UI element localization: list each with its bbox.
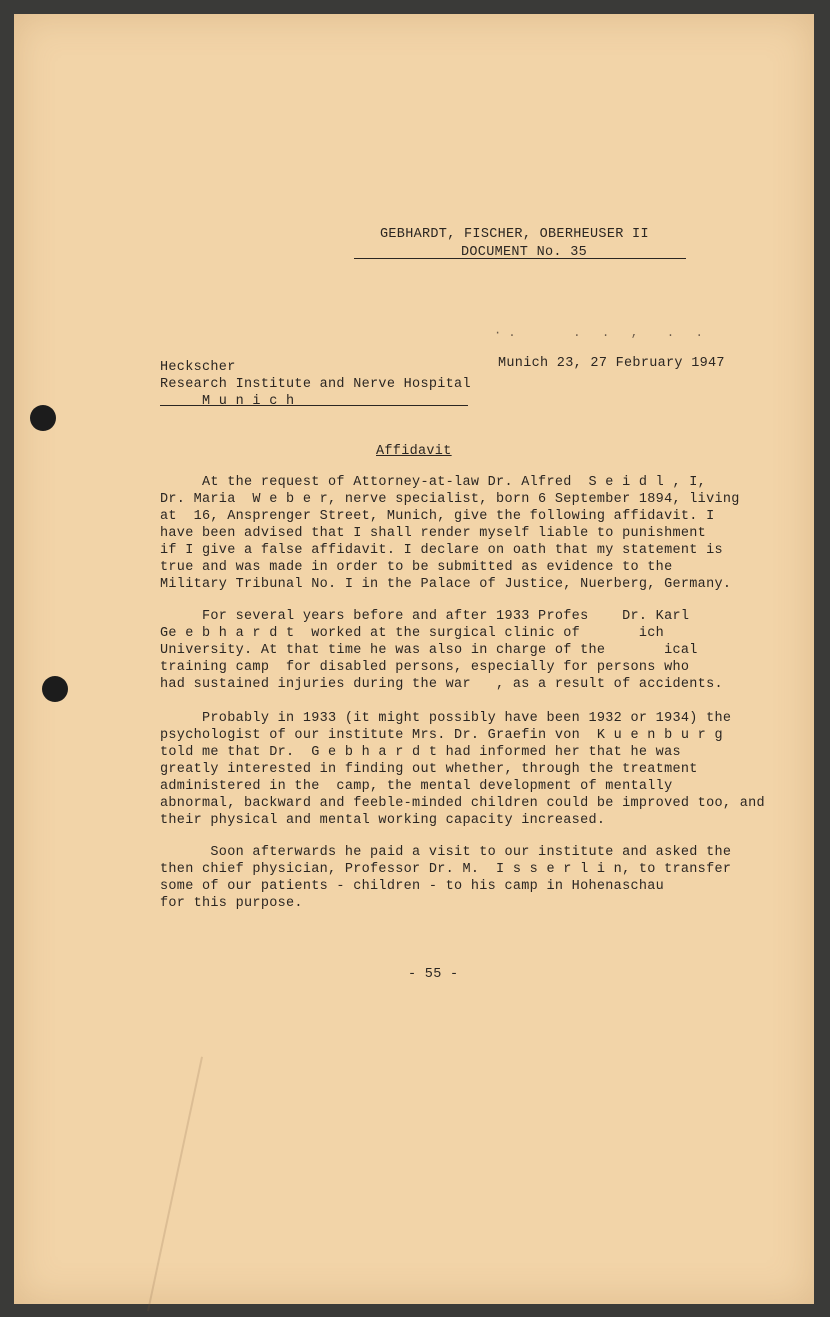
institution-line-2: Research Institute and Nerve Hospital xyxy=(160,377,471,392)
institution-block xyxy=(160,359,471,410)
institution-underline xyxy=(160,405,468,406)
paragraph-4: Soon afterwards he paid a visit to our institute and asked the then chief physician, Professor Dr. M. I s s e r l i n, to transfer some of our patients - children - to his camp in Hohenaschau for this purpose. xyxy=(160,845,732,911)
institution-line-3: M u n i c h xyxy=(202,394,295,409)
punch-hole-top xyxy=(30,405,56,431)
institution-line-1: Heckscher xyxy=(160,360,236,375)
header-underline xyxy=(354,258,686,259)
paper-crease xyxy=(147,1057,203,1312)
paragraph-1: At the request of Attorney-at-law Dr. Alfred S e i d l , I, Dr. Maria W e b e r, nerve specialist, born 6 September 1894, living at 16, Ansprenger Street, Munich, give the following affidavit. I have been advised that I shall render myself liable to punishment if I give a false affidavit. I declare on oath that my statement is true and was made in order to be submitted as evidence to the Military Tribunal No. I in the Palace of Justice, Nuerberg, Germany. xyxy=(160,475,740,592)
header-line-1: GEBHARDT, FISCHER, OBERHEUSER II xyxy=(380,227,649,242)
page-number: - 55 - xyxy=(408,967,459,982)
paragraph-3: Probably in 1933 (it might possibly have been 1932 or 1934) the psychologist of our institute Mrs. Dr. Graefin von K u e n b u r g told me that Dr. G e b h a r d t had informed her that he was greatly interested in finding out whether, through the treatment administered in the camp, the mental development of mentally abnormal, backward and feeble-minded children could be improved too, and their physical and mental working capacity increased. xyxy=(160,711,765,828)
paragraph-2: For several years before and after 1933 Profes Dr. Karl Ge e b h a r d t worked at the surgical clinic of ich University. At that time he was also in charge of the ical training camp for disabled persons, especially for persons who had sustained injuries during the war , as a result of accidents. xyxy=(160,609,723,692)
document-title: Affidavit xyxy=(376,444,452,459)
document-page xyxy=(14,14,814,1304)
document-date: Munich 23, 27 February 1947 xyxy=(498,356,725,371)
stray-marks: · . . . , . . xyxy=(494,326,703,340)
punch-hole-bottom xyxy=(42,676,68,702)
header-document-number: DOCUMENT No. 35 xyxy=(461,245,588,260)
